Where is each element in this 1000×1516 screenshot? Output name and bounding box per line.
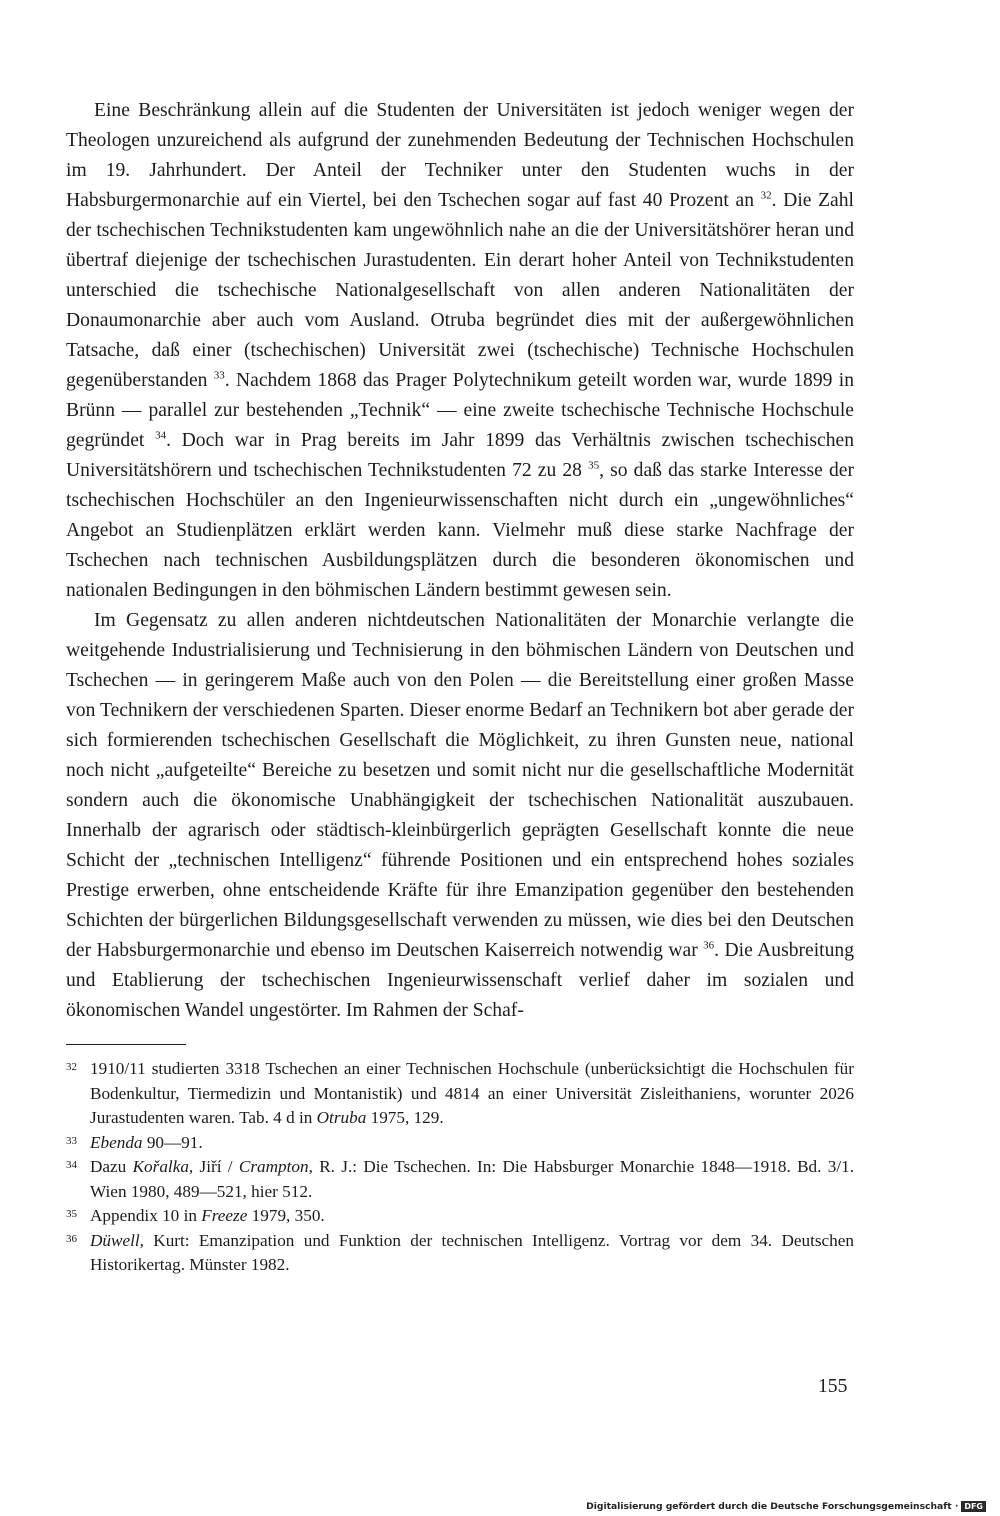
footnote-ref[interactable]: 35 (588, 459, 600, 472)
text-run: Im Gegensatz zu allen anderen nichtdeutschen Nationalitäten der Monarchie verlangte die weitgehende Industrialisierung und Technisierung in den böhmischen Ländern von Deutschen und Tschechen — in geringerem Maße auch von den Polen — die Bereitstellung einer großen Masse von Technikern der verschiedenen Sparten. Dieser enorme Bedarf an Technikern bot aber gerade der sich formierenden tschechischen Gesellschaft die Möglichkeit, zu ihren Gunsten neue, national noch nicht „aufgeteilte“ Bereiche zu besetzen und somit nicht nur die gesellschaftliche Modernität sondern auch die ökonomische Unabhängigkeit der tschechischen Nationalität auszubauen. Innerhalb der agrarisch oder städtisch-kleinbürgerlich geprägten Gesellschaft konnte die neue Schicht der „technischen Intelligenz“ führende Positionen und ein entsprechend hohes soziales Prestige erwerben, ohne entscheidende Kräfte für ihre Emanzipation gegenüber den bestehenden Schichten der bürgerlichen Bildungsgesellschaft verwenden zu müssen, wie dies bei den Deutschen der Habsburgermonarchie und ebenso im Deutschen Kaiserreich notwendig war (66, 610, 854, 961)
digitization-credit (586, 1501, 986, 1512)
footnote-divider (66, 1044, 186, 1045)
footnote-ref[interactable]: 36 (703, 939, 715, 952)
footnote-ref[interactable]: 34 (155, 429, 167, 442)
footnote-number: 33 (66, 1134, 77, 1147)
paragraph-2 (66, 606, 854, 1026)
page-content (66, 96, 854, 1278)
footnote (66, 1155, 854, 1204)
dfg-logo-icon: DFG (961, 1501, 986, 1512)
footnote-text: Ebenda 90—91. (90, 1132, 203, 1152)
text-run: . Nachdem 1868 das Prager Polytechnikum geteilt worden war, wurde 1899 in Brünn — parallel zur bestehenden „Technik“ — eine zweite tschechische Technische Hochschule gegründet (66, 370, 854, 451)
text-run: . Doch war in Prag bereits im Jahr 1899 das Verhältnis zwischen tschechischen Universitätshörern und tschechischen Technikstudenten 72 zu 28 (66, 430, 854, 481)
footnote-number: 34 (66, 1159, 77, 1171)
footnote-text: Appendix 10 in Freeze 1979, 350. (90, 1206, 325, 1225)
footnote-number: 32 (66, 1061, 77, 1073)
text-run: . Die Zahl der tschechischen Technikstudenten kam ungewöhnlich nahe an die der Universitätshörer heran und übertraf diejenige der tschechischen Jurastudenten. Ein derart hoher Anteil von Technikstudenten unterschied die tschechische Nationalgesellschaft von allen anderen Nationalitäten der Donaumonarchie aber auch vom Ausland. Otruba begründet dies mit der außergewöhnlichen Tatsache, daß einer (tschechischen) Universität zwei (tschechische) Technische Hochschulen gegenüberstanden (66, 190, 854, 391)
footnote (66, 1131, 854, 1156)
footnote-text: Düwell, Kurt: Emanzipation und Funktion der technischen Intelligenz. Vortrag vor dem 34. Deutschen Historikertag. Münster 1982. (90, 1230, 854, 1274)
footnote-text: Dazu Kořalka, Jiří / Crampton, R. J.: Die Tschechen. In: Die Habsburger Monarchie 1848—1918. Bd. 3/1. Wien 1980, 489—521, hier 512. (90, 1157, 854, 1201)
footnote (66, 1229, 854, 1278)
page-number: 155 (818, 1376, 848, 1397)
footnote-number: 35 (66, 1208, 77, 1220)
text-run: . Die Ausbreitung und Etablierung der tschechischen Ingenieurwissenschaft verlief daher im sozialen und ökonomischen Wandel ungestörter. Im Rahmen der Schaf- (66, 940, 854, 1021)
text-run: Eine Beschränkung allein auf die Studenten der Universitäten ist jedoch weniger wegen der Theologen unzureichend als aufgrund der zunehmenden Bedeutung der Technischen Hochschulen im 19. Jahrhundert. Der Anteil der Techniker unter den Studenten wuchs in der Habsburgermonarchie auf ein Viertel, bei den Tschechen sogar auf fast 40 Prozent an (66, 100, 854, 211)
footnote-ref[interactable]: 32 (760, 189, 772, 202)
credit-text: Digitalisierung gefördert durch die Deutsche Forschungsgemeinschaft · (586, 1501, 959, 1512)
footnote (66, 1204, 854, 1229)
footnote (66, 1057, 854, 1131)
footnote-number: 36 (66, 1232, 77, 1245)
footnote-text: 1910/11 studierten 3318 Tschechen an einer Technischen Hochschule (unberücksichtigt die Hochschulen für Bodenkultur, Tiermedizin und Montanistik) und 4814 an einer Universität Zisleithaniens, worunter 2026 Jurastudenten waren. Tab. 4 d in Otruba 1975, 129. (90, 1059, 854, 1127)
footnote-ref[interactable]: 33 (213, 369, 225, 382)
text-run: , so daß das starke Interesse der tschechischen Hochschüler an den Ingenieurwissenschaften nicht durch ein „ungewöhnliches“ Angebot an Studienplätzen erklärt werden kann. Vielmehr muß diese starke Nachfrage der Tschechen nach technischen Ausbildungsplätzen durch die besonderen ökonomischen und nationalen Bedingungen in den böhmischen Ländern bestimmt gewesen sein. (66, 460, 854, 601)
paragraph-1 (66, 96, 854, 606)
